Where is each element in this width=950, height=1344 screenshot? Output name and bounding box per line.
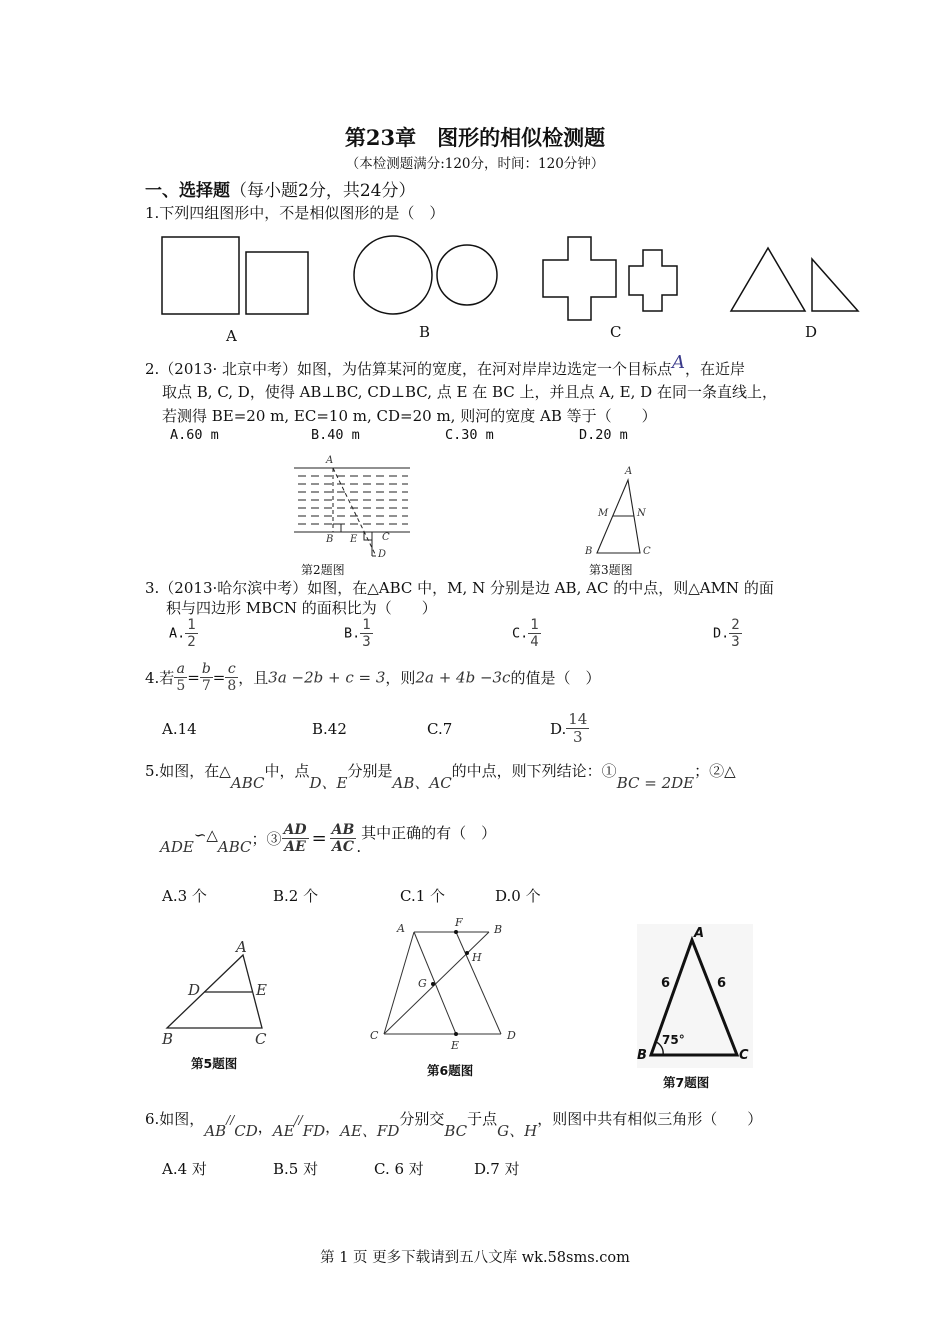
q4-frac-a-den: 5 [176,678,186,695]
q5-de: D、E [309,774,348,792]
fig5-label-e: E [256,981,267,999]
q5-frac-2-num: AB [331,822,355,838]
q2-fig-label-d: D [378,549,387,560]
q6-gh: G、H [497,1122,538,1140]
q5-abc-2: ABC [217,837,252,856]
q1-label-c: C [610,323,622,341]
q4-eq-1: = [187,668,200,687]
q2-fig-label-c: C [382,532,390,543]
q3-option-a-label: A. [169,625,186,642]
q4-end: 的值是（ ） [510,669,601,688]
q4-option-d-den: 3 [573,728,583,747]
q6-p3: 于点 [467,1110,498,1128]
q2-option-b: B.40 m [311,427,360,443]
q5-option-b: B.2 个 [273,887,319,905]
fig7-label-c: C [739,1048,749,1063]
q5-sep: ；③ [251,830,282,849]
q6-option-c: C. 6 对 [374,1160,424,1178]
section-title: 一、选择题 [145,181,230,201]
q5-eq1: BC = 2DE [616,774,695,792]
q6-option-a: A.4 对 [162,1160,207,1178]
q5-similar: ∽△ [193,825,218,844]
q3-a-num: 1 [187,617,196,633]
q6-ae: AE [272,1122,295,1140]
q1-label-b: B [419,323,431,341]
q3-line1: 3.（2013·哈尔滨中考）如图，在△ABC 中，M, N 分别是边 AB, AC 的中点，则△AMN 的面 [145,579,774,597]
q2-point-a: A [672,352,686,373]
fig7-side-ab: 6 [661,976,671,991]
q2-option-c: C.30 m [445,427,494,443]
q6-option-b: B.5 对 [273,1160,319,1178]
fig7-label-b: B [637,1048,647,1063]
fig6-label-e: E [451,1039,460,1052]
q3-b-num: 1 [362,617,371,633]
page-subtitle: （本检测题满分:120分，时间：120分钟） [345,156,605,172]
q4-prefix: 4.若 [145,669,175,688]
q3-line2: 积与四边形 MBCN 的面积比为（ ） [166,599,437,617]
q2-fig-label-b: B [326,534,334,545]
fig6-lines [384,932,501,1034]
fig5-label-c: C [255,1030,267,1048]
q3-d-den: 3 [731,634,740,651]
q5-abac: AB、AC [392,774,452,792]
q6-ae-fd: AE、FD [340,1122,400,1140]
q5-p1: 5.如图，在△ [145,762,231,780]
q3-fig-caption: 第3题图 [589,563,633,577]
q5-abc: ABC [230,774,265,792]
q5-p3: 分别是 [347,762,393,780]
q1-stem: 1.下列四组图形中，不是相似图形的是（ ） [145,204,445,222]
q4-frac-c-den: 8 [227,678,237,695]
q6-option-d: D.7 对 [474,1160,520,1178]
q2-line1-text: 2.（2013· 北京中考）如图，为估算某河的宽度，在河对岸岸边选定一个目标点 [145,360,673,378]
fig6-label-b: B [494,923,503,936]
q2-fig-label-e: E [350,534,358,545]
q3-b-den: 3 [362,634,371,651]
q3-option-b-label: B. [344,625,361,642]
q6-sep-2: ， [325,1118,341,1136]
fig6-label-d: D [507,1029,516,1042]
q4-expression: 2a + 4b −3c [415,668,511,687]
q3-fig-label-b: B [585,546,593,557]
q6-cd: CD [234,1122,258,1140]
q6-p4: ，则图中共有相似三角形（ ） [537,1110,763,1128]
q5-frac-1-num: AD [283,822,307,838]
fig6-label-c: C [370,1029,379,1042]
q3-a-den: 2 [187,634,196,651]
q6-p1: 6.如图， [145,1110,205,1128]
q6-parallel-2: // [294,1113,303,1127]
q4-option-d-num: 14 [568,710,588,728]
q5-period: . [356,837,362,856]
q3-option-d-label: D. [713,625,730,642]
fig6-label-f: F [455,916,463,929]
q5-frac-2-den: AC [332,839,355,856]
q5-option-a: A.3 个 [162,887,207,905]
q3-d-num: 2 [731,617,740,633]
q4-mid2: ，则 [385,669,416,688]
q2-fig-label-a: A [326,455,334,466]
q2-line3: 若测得 BE=20 m, EC=10 m, CD=20 m, 则河的宽度 AB 等于（ ） [162,407,657,425]
q5-p5: ；②△ [694,762,736,780]
q3-fig-label-c: C [643,546,651,557]
section-note: （每小题2分，共24分） [230,181,416,201]
q4-eq-2: = [212,668,226,687]
fig6-caption: 第6题图 [427,1063,474,1078]
q5-frac-1-den: AE [284,839,306,856]
fig7-angle: 75° [662,1033,685,1047]
q3-fig-label-m: M [598,508,609,519]
q2-option-d: D.20 m [579,427,628,443]
fig7-side-ac: 6 [717,976,727,991]
q5-tail: 其中正确的有（ ） [361,824,497,843]
q4-frac-b-num: b [201,661,211,677]
fig5-label-a: A [236,938,247,956]
q5-frac-eq: = [311,828,327,850]
page-title: 第23章 图形的相似检测题 [344,125,606,150]
q6-line [145,1108,763,1140]
q5-ade: ADE [160,837,194,856]
fig5-label-b: B [162,1030,174,1048]
q6-sep-1: ， [257,1118,273,1136]
q5-option-c: C.1 个 [400,887,446,905]
q3-option-c-label: C. [512,625,529,642]
q5-p4: 的中点，则下列结论：① [451,762,617,780]
q4-option-c: C.7 [427,720,453,738]
q4-option-a: A.14 [162,720,197,738]
fig5-label-d: D [188,981,201,999]
q3-fig-label-n: N [637,508,646,519]
q6-parallel-1: // [226,1113,235,1127]
q2-line1-end: ，在近岸 [685,360,746,378]
page-footer: 第 1 页 更多下载请到五八文库 wk.58sms.com [320,1250,630,1266]
q5-option-d: D.0 个 [495,887,541,905]
fig7-caption: 第7题图 [663,1075,710,1090]
q4-frac-c-num: c [225,661,238,678]
q2-line2: 取点 B, C, D，使得 AB⊥BC, CD⊥BC, 点 E 在 BC 上，并且点 A, E, D 在同一条直线上， [162,383,777,401]
q4-frac-a-num: a [174,661,187,678]
q4-frac-b-den: 7 [201,678,211,695]
q6-p2: 分别交 [399,1110,445,1128]
q5-p2: 中，点 [264,762,310,780]
q2-fig-caption: 第2题图 [301,563,345,577]
q3-c-den: 4 [530,634,539,651]
q1-label-a: A [226,327,237,345]
q4-option-d-label: D. [550,719,567,738]
fig6-label-g: G [418,977,427,990]
q4-option-b: B.42 [312,720,347,738]
q4-condition: 3a −2b + c = 3 [268,668,386,687]
fig6-label-h: H [472,951,482,964]
q2-option-a: A.60 m [170,427,219,443]
fig5-caption: 第5题图 [191,1056,238,1071]
q6-ab: AB [204,1122,227,1140]
q3-fig-label-a: A [625,466,633,477]
fig5-triangle [167,955,262,1028]
q6-bc: BC [444,1122,468,1140]
q1-label-d: D [805,323,818,341]
q3-c-num: 1 [530,617,539,633]
q6-fd: FD [302,1122,326,1140]
fig7-label-a: A [694,926,705,941]
q4-mid1: ，且 [238,669,269,688]
fig6-label-a: A [397,922,405,935]
